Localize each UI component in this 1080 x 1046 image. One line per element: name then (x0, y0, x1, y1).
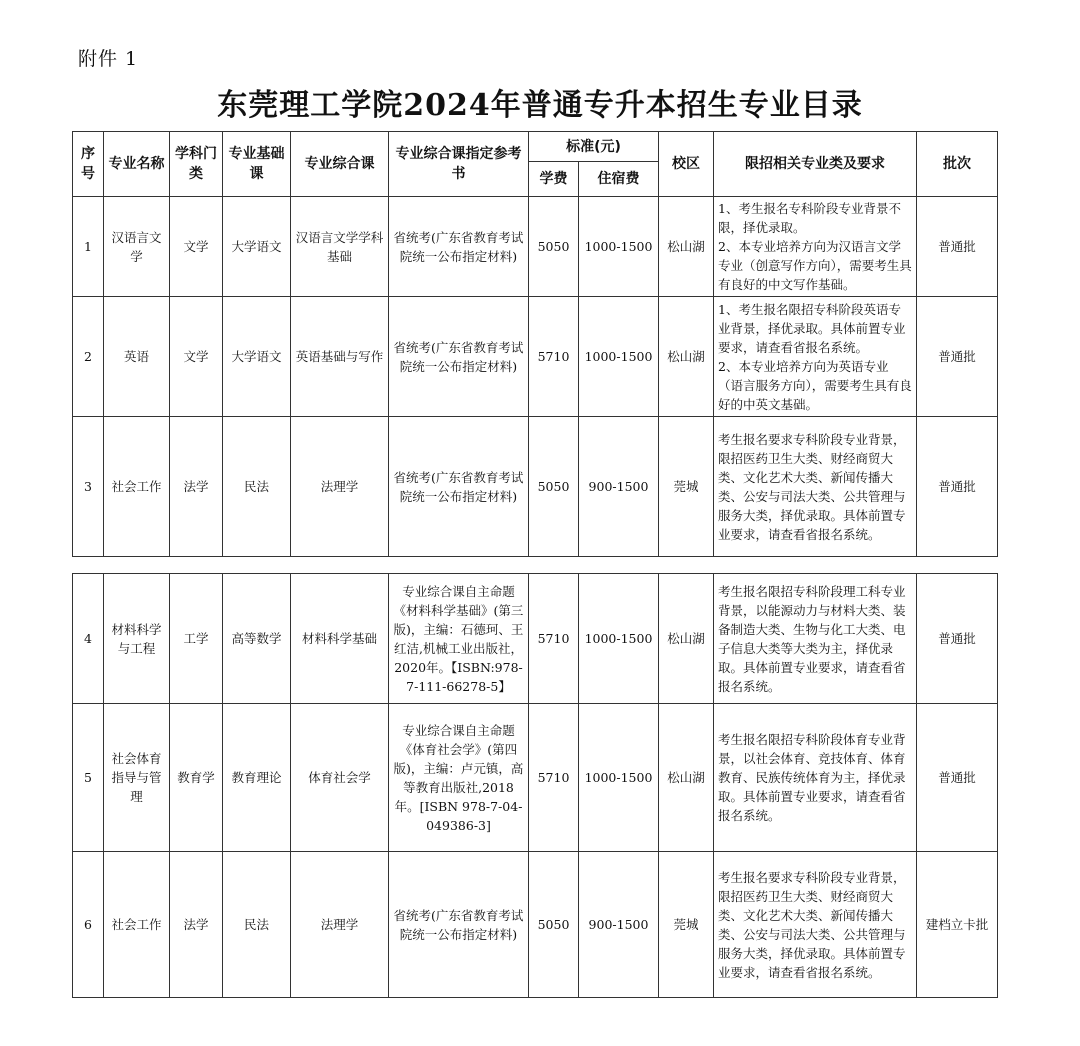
cell-comp-course: 材料科学基础 (291, 574, 389, 704)
cell-comp-course: 英语基础与写作 (291, 297, 389, 417)
header-dorm: 住宿费 (579, 162, 659, 197)
cell-tuition: 5050 (529, 417, 579, 557)
cell-requirement: 1、考生报名限招专科阶段英语专业背景，择优录取。具体前置专业要求，请查看省报名系统。 2、本专业培养方向为英语专业（语言服务方向），需要考生具有良好的中英文基础。 (714, 297, 917, 417)
cell-dorm: 1000-1500 (579, 297, 659, 417)
cell-comp-course: 体育社会学 (291, 704, 389, 852)
table-row (73, 297, 998, 417)
cell-tuition: 5050 (529, 852, 579, 998)
header-tuition: 学费 (529, 162, 579, 197)
cell-base-course: 民法 (223, 852, 291, 998)
cell-base-course: 教育理论 (223, 704, 291, 852)
cell-campus: 松山湖 (659, 197, 714, 297)
cell-major: 社会工作 (104, 417, 170, 557)
cell-dorm: 1000-1500 (579, 704, 659, 852)
attachment-label: 附件 1 (78, 48, 139, 70)
cell-ref-book: 省统考(广东省教育考试院统一公布指定材料) (389, 852, 529, 998)
cell-batch: 普通批 (917, 704, 998, 852)
header-ref-book: 专业综合课指定参考书 (389, 132, 529, 197)
cell-no: 6 (73, 852, 104, 998)
cell-major: 英语 (104, 297, 170, 417)
cell-major: 社会体育指导与管理 (104, 704, 170, 852)
cell-tuition: 5710 (529, 297, 579, 417)
table-row (73, 852, 998, 998)
cell-ref-book: 省统考(广东省教育考试院统一公布指定材料) (389, 417, 529, 557)
cell-no: 5 (73, 704, 104, 852)
header-row (73, 132, 998, 162)
cell-dorm: 900-1500 (579, 417, 659, 557)
cell-comp-course: 法理学 (291, 852, 389, 998)
cell-campus: 莞城 (659, 852, 714, 998)
cell-ref-book: 省统考(广东省教育考试院统一公布指定材料) (389, 197, 529, 297)
cell-requirement: 考生报名限招专科阶段理工科专业背景，以能源动力与材料大类、装备制造大类、生物与化工大类、电子信息大类等大类为主，择优录取。具体前置专业要求，请查看省报名系统。 (714, 574, 917, 704)
major-catalog-table-part-1 (72, 131, 998, 557)
table-row (73, 704, 998, 852)
cell-dorm: 1000-1500 (579, 197, 659, 297)
cell-base-course: 民法 (223, 417, 291, 557)
cell-no: 2 (73, 297, 104, 417)
cell-batch: 普通批 (917, 197, 998, 297)
cell-requirement: 考生报名要求专科阶段专业背景，限招医药卫生大类、财经商贸大类、文化艺术大类、新闻传播大类、公安与司法大类、公共管理与服务大类，择优录取。具体前置专业要求，请查看省报名系统。 (714, 417, 917, 557)
cell-major: 汉语言文学 (104, 197, 170, 297)
header-major: 专业名称 (104, 132, 170, 197)
cell-campus: 松山湖 (659, 297, 714, 417)
header-batch: 批次 (917, 132, 998, 197)
table-row (73, 197, 998, 297)
cell-category: 法学 (170, 852, 223, 998)
cell-dorm: 1000-1500 (579, 574, 659, 704)
cell-no: 4 (73, 574, 104, 704)
cell-batch: 普通批 (917, 417, 998, 557)
cell-campus: 松山湖 (659, 574, 714, 704)
table-row (73, 417, 998, 557)
cell-category: 教育学 (170, 704, 223, 852)
cell-ref-book: 专业综合课自主命题《体育社会学》(第四版)，主编：卢元镇，高等教育出版社,2018年。[ISBN 978-7-04-049386-3] (389, 704, 529, 852)
cell-tuition: 5050 (529, 197, 579, 297)
cell-dorm: 900-1500 (579, 852, 659, 998)
cell-batch: 普通批 (917, 574, 998, 704)
cell-category: 法学 (170, 417, 223, 557)
cell-comp-course: 汉语言文学学科基础 (291, 197, 389, 297)
document-title: 东莞理工学院2024年普通专升本招生专业目录 (217, 88, 863, 123)
cell-base-course: 大学语文 (223, 197, 291, 297)
cell-comp-course: 法理学 (291, 417, 389, 557)
cell-campus: 莞城 (659, 417, 714, 557)
cell-category: 工学 (170, 574, 223, 704)
cell-major: 材料科学与工程 (104, 574, 170, 704)
cell-batch: 建档立卡批 (917, 852, 998, 998)
cell-requirement: 考生报名限招专科阶段体育专业背景，以社会体育、竞技体育、体育教育、民族传统体育为主，择优录取。具体前置专业要求，请查看省报名系统。 (714, 704, 917, 852)
cell-tuition: 5710 (529, 704, 579, 852)
header-no: 序号 (73, 132, 104, 197)
cell-ref-book: 省统考(广东省教育考试院统一公布指定材料) (389, 297, 529, 417)
header-standard: 标准(元) (529, 132, 659, 162)
cell-requirement: 1、考生报名专科阶段专业背景不限，择优录取。 2、本专业培养方向为汉语言文学专业（创意写作方向），需要考生具有良好的中文写作基础。 (714, 197, 917, 297)
major-catalog-table-part-2 (72, 573, 998, 998)
cell-batch: 普通批 (917, 297, 998, 417)
header-base-course: 专业基础课 (223, 132, 291, 197)
cell-tuition: 5710 (529, 574, 579, 704)
header-campus: 校区 (659, 132, 714, 197)
cell-ref-book: 专业综合课自主命题《材料科学基础》(第三版)，主编：石德珂、王红洁,机械工业出版社，2020年。【ISBN:978-7-111-66278-5】 (389, 574, 529, 704)
header-category: 学科门类 (170, 132, 223, 197)
cell-category: 文学 (170, 197, 223, 297)
cell-requirement: 考生报名要求专科阶段专业背景，限招医药卫生大类、财经商贸大类、文化艺术大类、新闻传播大类、公安与司法大类、公共管理与服务大类，择优录取。具体前置专业要求，请查看省报名系统。 (714, 852, 917, 998)
cell-no: 1 (73, 197, 104, 297)
cell-campus: 松山湖 (659, 704, 714, 852)
cell-base-course: 高等数学 (223, 574, 291, 704)
header-requirement: 限招相关专业类及要求 (714, 132, 917, 197)
cell-no: 3 (73, 417, 104, 557)
cell-base-course: 大学语文 (223, 297, 291, 417)
header-comp-course: 专业综合课 (291, 132, 389, 197)
cell-major: 社会工作 (104, 852, 170, 998)
table-row (73, 574, 998, 704)
cell-category: 文学 (170, 297, 223, 417)
